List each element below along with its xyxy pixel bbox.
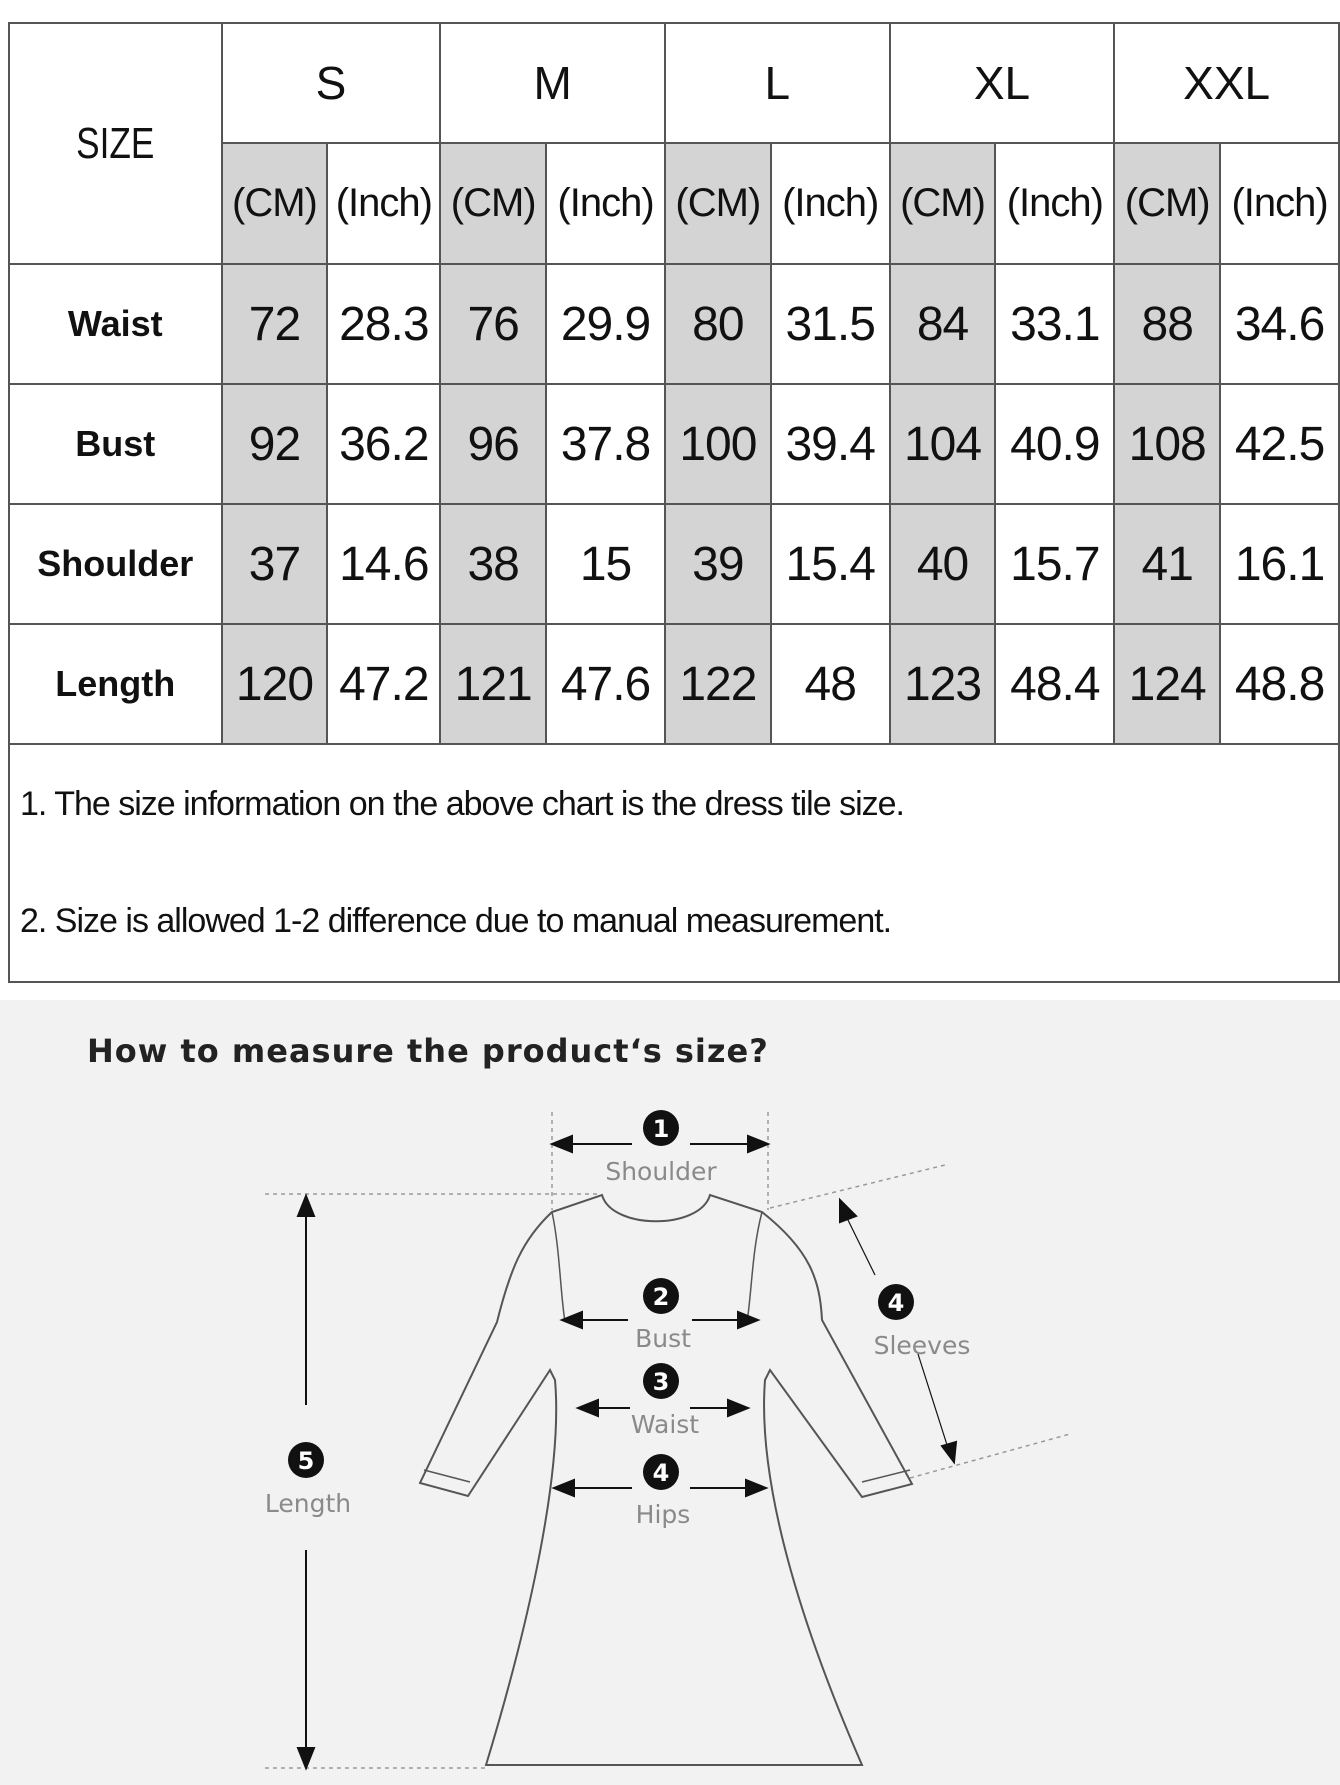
- unit-cm: (CM): [1114, 143, 1220, 264]
- cell-inch: 47.6: [546, 624, 665, 744]
- cell-inch: 15: [546, 504, 665, 624]
- cell-cm: 37: [222, 504, 328, 624]
- cell-inch: 28.3: [327, 264, 440, 384]
- dress-diagram: [0, 1000, 1340, 1785]
- size-header: SIZE: [9, 23, 222, 264]
- cell-inch: 36.2: [327, 384, 440, 504]
- cell-inch: 16.1: [1220, 504, 1339, 624]
- cell-cm: 104: [890, 384, 996, 504]
- cell-inch: 15.4: [771, 504, 890, 624]
- badge-shoulder-number: 1: [652, 1115, 670, 1143]
- cell-inch: 33.1: [995, 264, 1114, 384]
- row-label: Length: [9, 624, 222, 744]
- size-chart-table: [8, 22, 1340, 983]
- cell-cm: 80: [665, 264, 771, 384]
- label-hips: Hips: [635, 1500, 691, 1529]
- cell-cm: 88: [1114, 264, 1220, 384]
- cell-cm: 108: [1114, 384, 1220, 504]
- cell-inch: 48: [771, 624, 890, 744]
- cell-cm: 124: [1114, 624, 1220, 744]
- cell-inch: 47.2: [327, 624, 440, 744]
- unit-inch: (Inch): [995, 143, 1114, 264]
- cell-cm: 92: [222, 384, 328, 504]
- table-row: [9, 264, 1339, 384]
- unit-inch: (Inch): [1220, 143, 1339, 264]
- label-length: Length: [264, 1489, 352, 1518]
- cell-inch: 15.7: [995, 504, 1114, 624]
- badge-hips-number: 4: [652, 1459, 670, 1487]
- cell-inch: 31.5: [771, 264, 890, 384]
- unit-cm: (CM): [665, 143, 771, 264]
- cell-cm: 123: [890, 624, 996, 744]
- cell-cm: 96: [440, 384, 546, 504]
- cell-cm: 72: [222, 264, 328, 384]
- size-col-xl: XL: [890, 23, 1115, 143]
- cell-inch: 37.8: [546, 384, 665, 504]
- table-row: [9, 504, 1339, 624]
- cell-inch: 29.9: [546, 264, 665, 384]
- unit-inch: (Inch): [771, 143, 890, 264]
- size-col-xxl: XXL: [1114, 23, 1339, 143]
- note-2: 2. Size is allowed 1-2 difference due to manual measurement.: [20, 902, 892, 940]
- row-label: Shoulder: [9, 504, 222, 624]
- row-label: Waist: [9, 264, 222, 384]
- cell-inch: 34.6: [1220, 264, 1339, 384]
- note-1: 1. The size information on the above chart is the dress tile size.: [20, 785, 904, 823]
- unit-inch: (Inch): [546, 143, 665, 264]
- unit-cm: (CM): [222, 143, 328, 264]
- how-to-measure-section: [0, 1000, 1340, 1785]
- measure-title: How to measure the product‘s size?: [87, 1032, 769, 1070]
- cell-cm: 39: [665, 504, 771, 624]
- label-waist: Waist: [630, 1410, 700, 1439]
- cell-cm: 76: [440, 264, 546, 384]
- row-label: Bust: [9, 384, 222, 504]
- unit-inch: (Inch): [327, 143, 440, 264]
- unit-cm: (CM): [440, 143, 546, 264]
- badge-sleeves-number: 4: [887, 1289, 905, 1317]
- badge-bust-number: 2: [652, 1283, 670, 1311]
- cell-inch: 39.4: [771, 384, 890, 504]
- badge-length-number: 5: [297, 1447, 315, 1475]
- label-shoulder: Shoulder: [605, 1157, 717, 1186]
- notes: [9, 744, 1339, 982]
- cell-inch: 40.9: [995, 384, 1114, 504]
- table-row: [9, 384, 1339, 504]
- cell-cm: 40: [890, 504, 996, 624]
- cell-cm: 121: [440, 624, 546, 744]
- unit-cm: (CM): [890, 143, 996, 264]
- cell-cm: 84: [890, 264, 996, 384]
- cell-cm: 122: [665, 624, 771, 744]
- cell-cm: 100: [665, 384, 771, 504]
- size-col-s: S: [222, 23, 441, 143]
- cell-cm: 38: [440, 504, 546, 624]
- cell-inch: 42.5: [1220, 384, 1339, 504]
- cell-cm: 120: [222, 624, 328, 744]
- label-sleeves: Sleeves: [873, 1331, 971, 1360]
- table-row: [9, 624, 1339, 744]
- cell-inch: 48.4: [995, 624, 1114, 744]
- cell-inch: 48.8: [1220, 624, 1339, 744]
- cell-inch: 14.6: [327, 504, 440, 624]
- badge-waist-number: 3: [652, 1368, 670, 1396]
- size-col-m: M: [440, 23, 665, 143]
- cell-cm: 41: [1114, 504, 1220, 624]
- label-bust: Bust: [635, 1324, 691, 1353]
- size-col-l: L: [665, 23, 890, 143]
